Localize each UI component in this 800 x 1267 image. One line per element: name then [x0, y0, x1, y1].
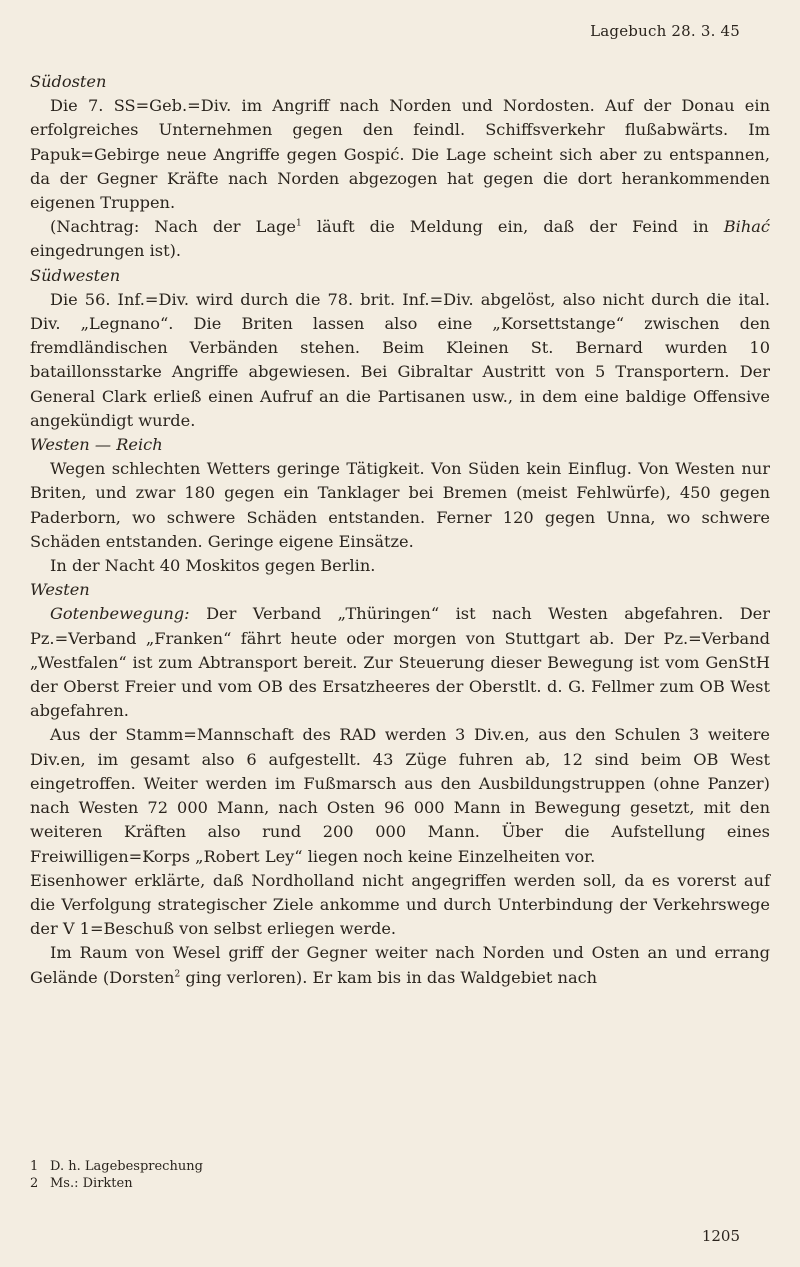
- paragraph: Die 7. SS=Geb.=Div. im Angriff nach Norden und Nordosten. Auf der Donau ein erfolgreiches Unternehmen gegen den feindl. Schiffsverkehr flußabwärts. Im Papuk=Gebirge neue Angriffe gegen Gospić. Die Lage scheint sich aber zu entspannen, da der Gegner Kräfte nach Norden abgezogen hat gegen die dort herankommenden eigenen Truppen.: [30, 96, 770, 213]
- footnote-ref: 1: [295, 218, 302, 229]
- footnotes: [30, 1158, 203, 1192]
- paragraph-gotenbewegung: [30, 602, 770, 723]
- place-name: Bihać: [723, 217, 770, 237]
- page-number: 1205: [701, 1227, 740, 1245]
- document-body: [30, 70, 770, 990]
- footnote-number: 2: [30, 1176, 39, 1191]
- text-run: ging verloren). Er kam bis in das Waldgebiet nach: [180, 967, 598, 987]
- footnote: [30, 1175, 203, 1192]
- paragraph: Die 56. Inf.=Div. wird durch die 78. brit. Inf.=Div. abgelöst, also nicht durch die ital. Div. „Legnano“. Die Briten lassen also eine „Korsettstange“ zwischen den fremdländischen Verbänden stehen. Beim Kleinen St. Bernard wurden 10 bataillonsstarke Angriffe abgewiesen. Bei Gibraltar Austritt von 5 Transportern. Der General Clark erließ einen Aufruf an die Partisanen usw., in dem eine baldige Offensive angekündigt wurde.: [30, 289, 770, 430]
- running-header: Lagebuch 28. 3. 45: [590, 22, 740, 40]
- section-heading-suedosten: Südosten: [30, 72, 107, 91]
- section-heading-westen-reich: Westen — Reich: [30, 435, 163, 455]
- paragraph-wesel: [30, 941, 770, 989]
- section-heading-westen: Westen: [30, 580, 90, 600]
- inline-label: Gotenbewegung:: [50, 604, 190, 624]
- paragraph: Aus der Stamm=Mannschaft des RAD werden 3 Div.en, aus den Schulen 3 weitere Div.en, im gesamt also 6 aufgestellt. 43 Züge fuhren ab, 12 sind beim OB West eingetroffen. Weiter werden im Fußmarsch aus den Ausbildungstruppen (ohne Panzer) nach Westen 72 000 Mann, nach Osten 96 000 Mann in Bewegung gesetzt, mit den weiteren Kräften also rund 200 000 Mann. Über die Aufstellung eines Freiwilligen=Korps „Robert Ley“ liegen noch keine Einzelheiten vor.: [30, 725, 770, 866]
- text-run: eingedrungen ist).: [30, 241, 182, 261]
- footnote: [30, 1158, 203, 1175]
- text-run: (Nachtrag: Nach der Lage: [50, 217, 296, 237]
- paragraph-nachtrag: [30, 215, 770, 263]
- footnote-text: D. h. Lagebesprechung: [50, 1159, 203, 1174]
- paragraph: Wegen schlechten Wetters geringe Tätigkeit. Von Süden kein Einflug. Von Westen nur Briten, und zwar 180 gegen ein Tanklager bei Bremen (meist Fehlwürfe), 450 gegen Paderborn, wo schwere Schäden entstanden. Ferner 120 gegen Unna, wo schwere Schäden entstanden. Geringe eigene Einsätze.: [30, 459, 770, 551]
- text-run: läuft die Meldung ein, daß der Feind in: [301, 217, 724, 237]
- footnote-text: Ms.: Dirkten: [50, 1176, 133, 1191]
- text-run: Im Raum von Wesel griff der Gegner weiter nach Norden und Osten an und errang Gelände (Dorsten: [30, 943, 770, 987]
- text-run: Der Verband „Thüringen“ ist nach Westen abgefahren. Der Pz.=Verband „Franken“ fährt heute oder morgen von Stuttgart ab. Der Pz.=Verband „Westfalen“ ist zum Abtransport bereit. Zur Steuerung dieser Bewegung ist vom GenStH der Oberst Freier und vom OB des Ersatzheeres der Oberstlt. d. G. Fellmer zum OB West abgefahren.: [30, 604, 770, 721]
- paragraph: In der Nacht 40 Moskitos gegen Berlin.: [50, 556, 376, 576]
- footnote-number: 1: [30, 1159, 39, 1174]
- paragraph: Eisenhower erklärte, daß Nordholland nicht angegriffen werden soll, da es vorerst auf die Verfolgung strategischer Ziele ankomme und durch Unterbindung der Verkehrswege der V 1=Beschuß von selbst erliegen werde.: [30, 870, 770, 939]
- section-heading-suedwesten: Südwesten: [30, 265, 121, 285]
- footnote-ref: 2: [174, 969, 181, 980]
